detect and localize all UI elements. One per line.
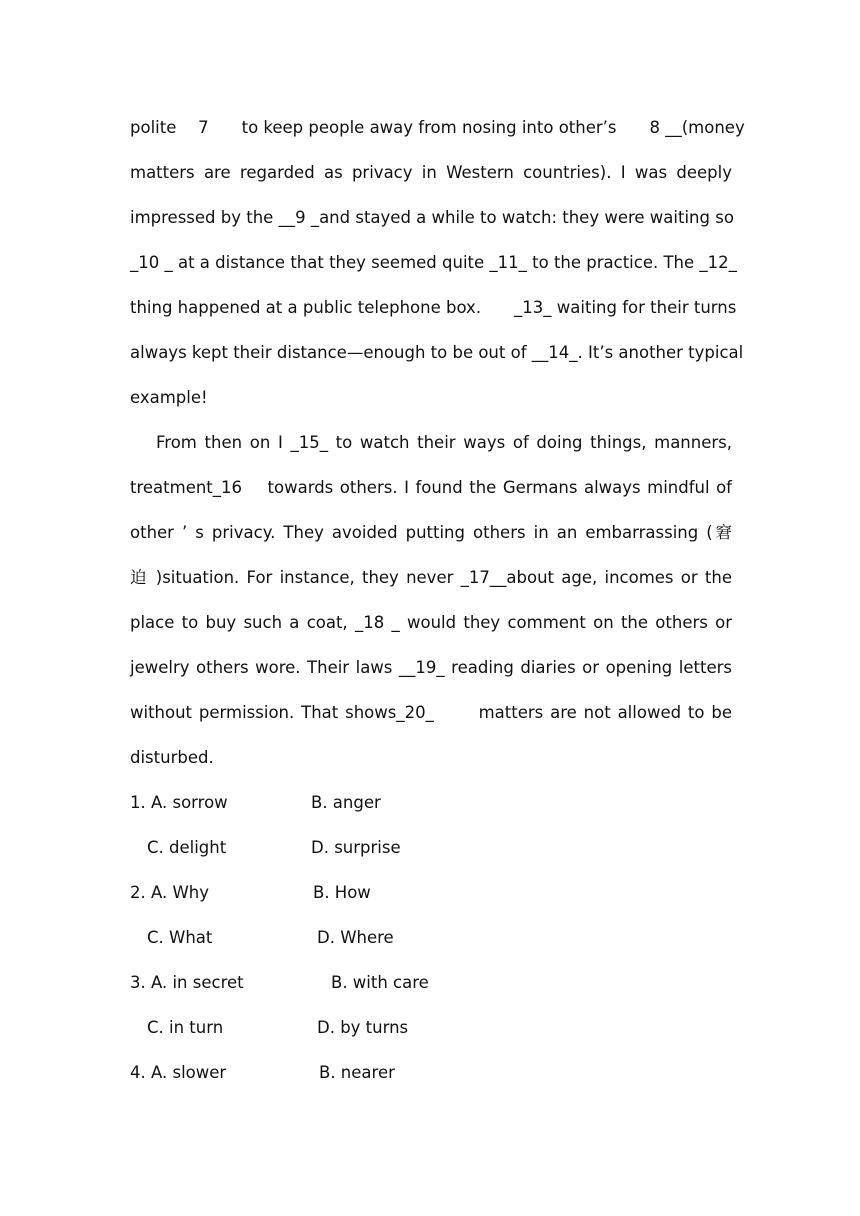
option-2b: B. How <box>313 883 371 902</box>
passage-line: thing happened at a public telephone box. _13_ waiting for their turns <box>130 298 737 317</box>
option-1d: D. surprise <box>311 838 401 857</box>
option-4a: 4. A. slower <box>130 1063 227 1082</box>
option-2a: 2. A. Why <box>130 883 210 902</box>
option-1b: B. anger <box>311 793 381 812</box>
passage-line: other ’ s privacy. They avoided putting others in an embarrassing (窘 <box>130 523 732 542</box>
passage-line: treatment_16 towards others. I found the Germans always mindful of <box>130 478 732 497</box>
passage-line: place to buy such a coat, _18 _ would they comment on the others or <box>130 613 732 632</box>
option-4b: B. nearer <box>319 1063 395 1082</box>
passage-line: example! <box>130 388 208 407</box>
option-3c: C. in turn <box>147 1018 224 1037</box>
option-1a: 1. A. sorrow <box>130 793 228 812</box>
option-3a: 3. A. in secret <box>130 973 244 992</box>
passage-line: From then on I _15_ to watch their ways of doing things, manners, <box>156 433 732 452</box>
passage-line: without permission. That shows_20_ matters are not allowed to be <box>130 703 732 722</box>
passage-line: 迫 )situation. For instance, they never _17__about age, incomes or the <box>130 568 732 587</box>
passage-line: matters are regarded as privacy in Western countries). I was deeply <box>130 163 732 182</box>
option-2c: C. What <box>147 928 213 947</box>
passage-line: impressed by the __9 _and stayed a while to watch: they were waiting so <box>130 208 734 227</box>
option-2d: D. Where <box>317 928 394 947</box>
passage-line: _10 _ at a distance that they seemed quite _11_ to the practice. The _12_ <box>130 253 737 272</box>
passage-line: polite 7 to keep people away from nosing into other’s 8 __(money <box>130 118 745 137</box>
passage-line: always kept their distance—enough to be out of __14_. It’s another typical <box>130 343 744 362</box>
option-1c: C. delight <box>147 838 227 857</box>
option-3d: D. by turns <box>317 1018 409 1037</box>
passage-line: disturbed. <box>130 748 214 767</box>
passage-line: jewelry others wore. Their laws __19_ reading diaries or opening letters <box>130 658 732 677</box>
option-3b: B. with care <box>331 973 429 992</box>
